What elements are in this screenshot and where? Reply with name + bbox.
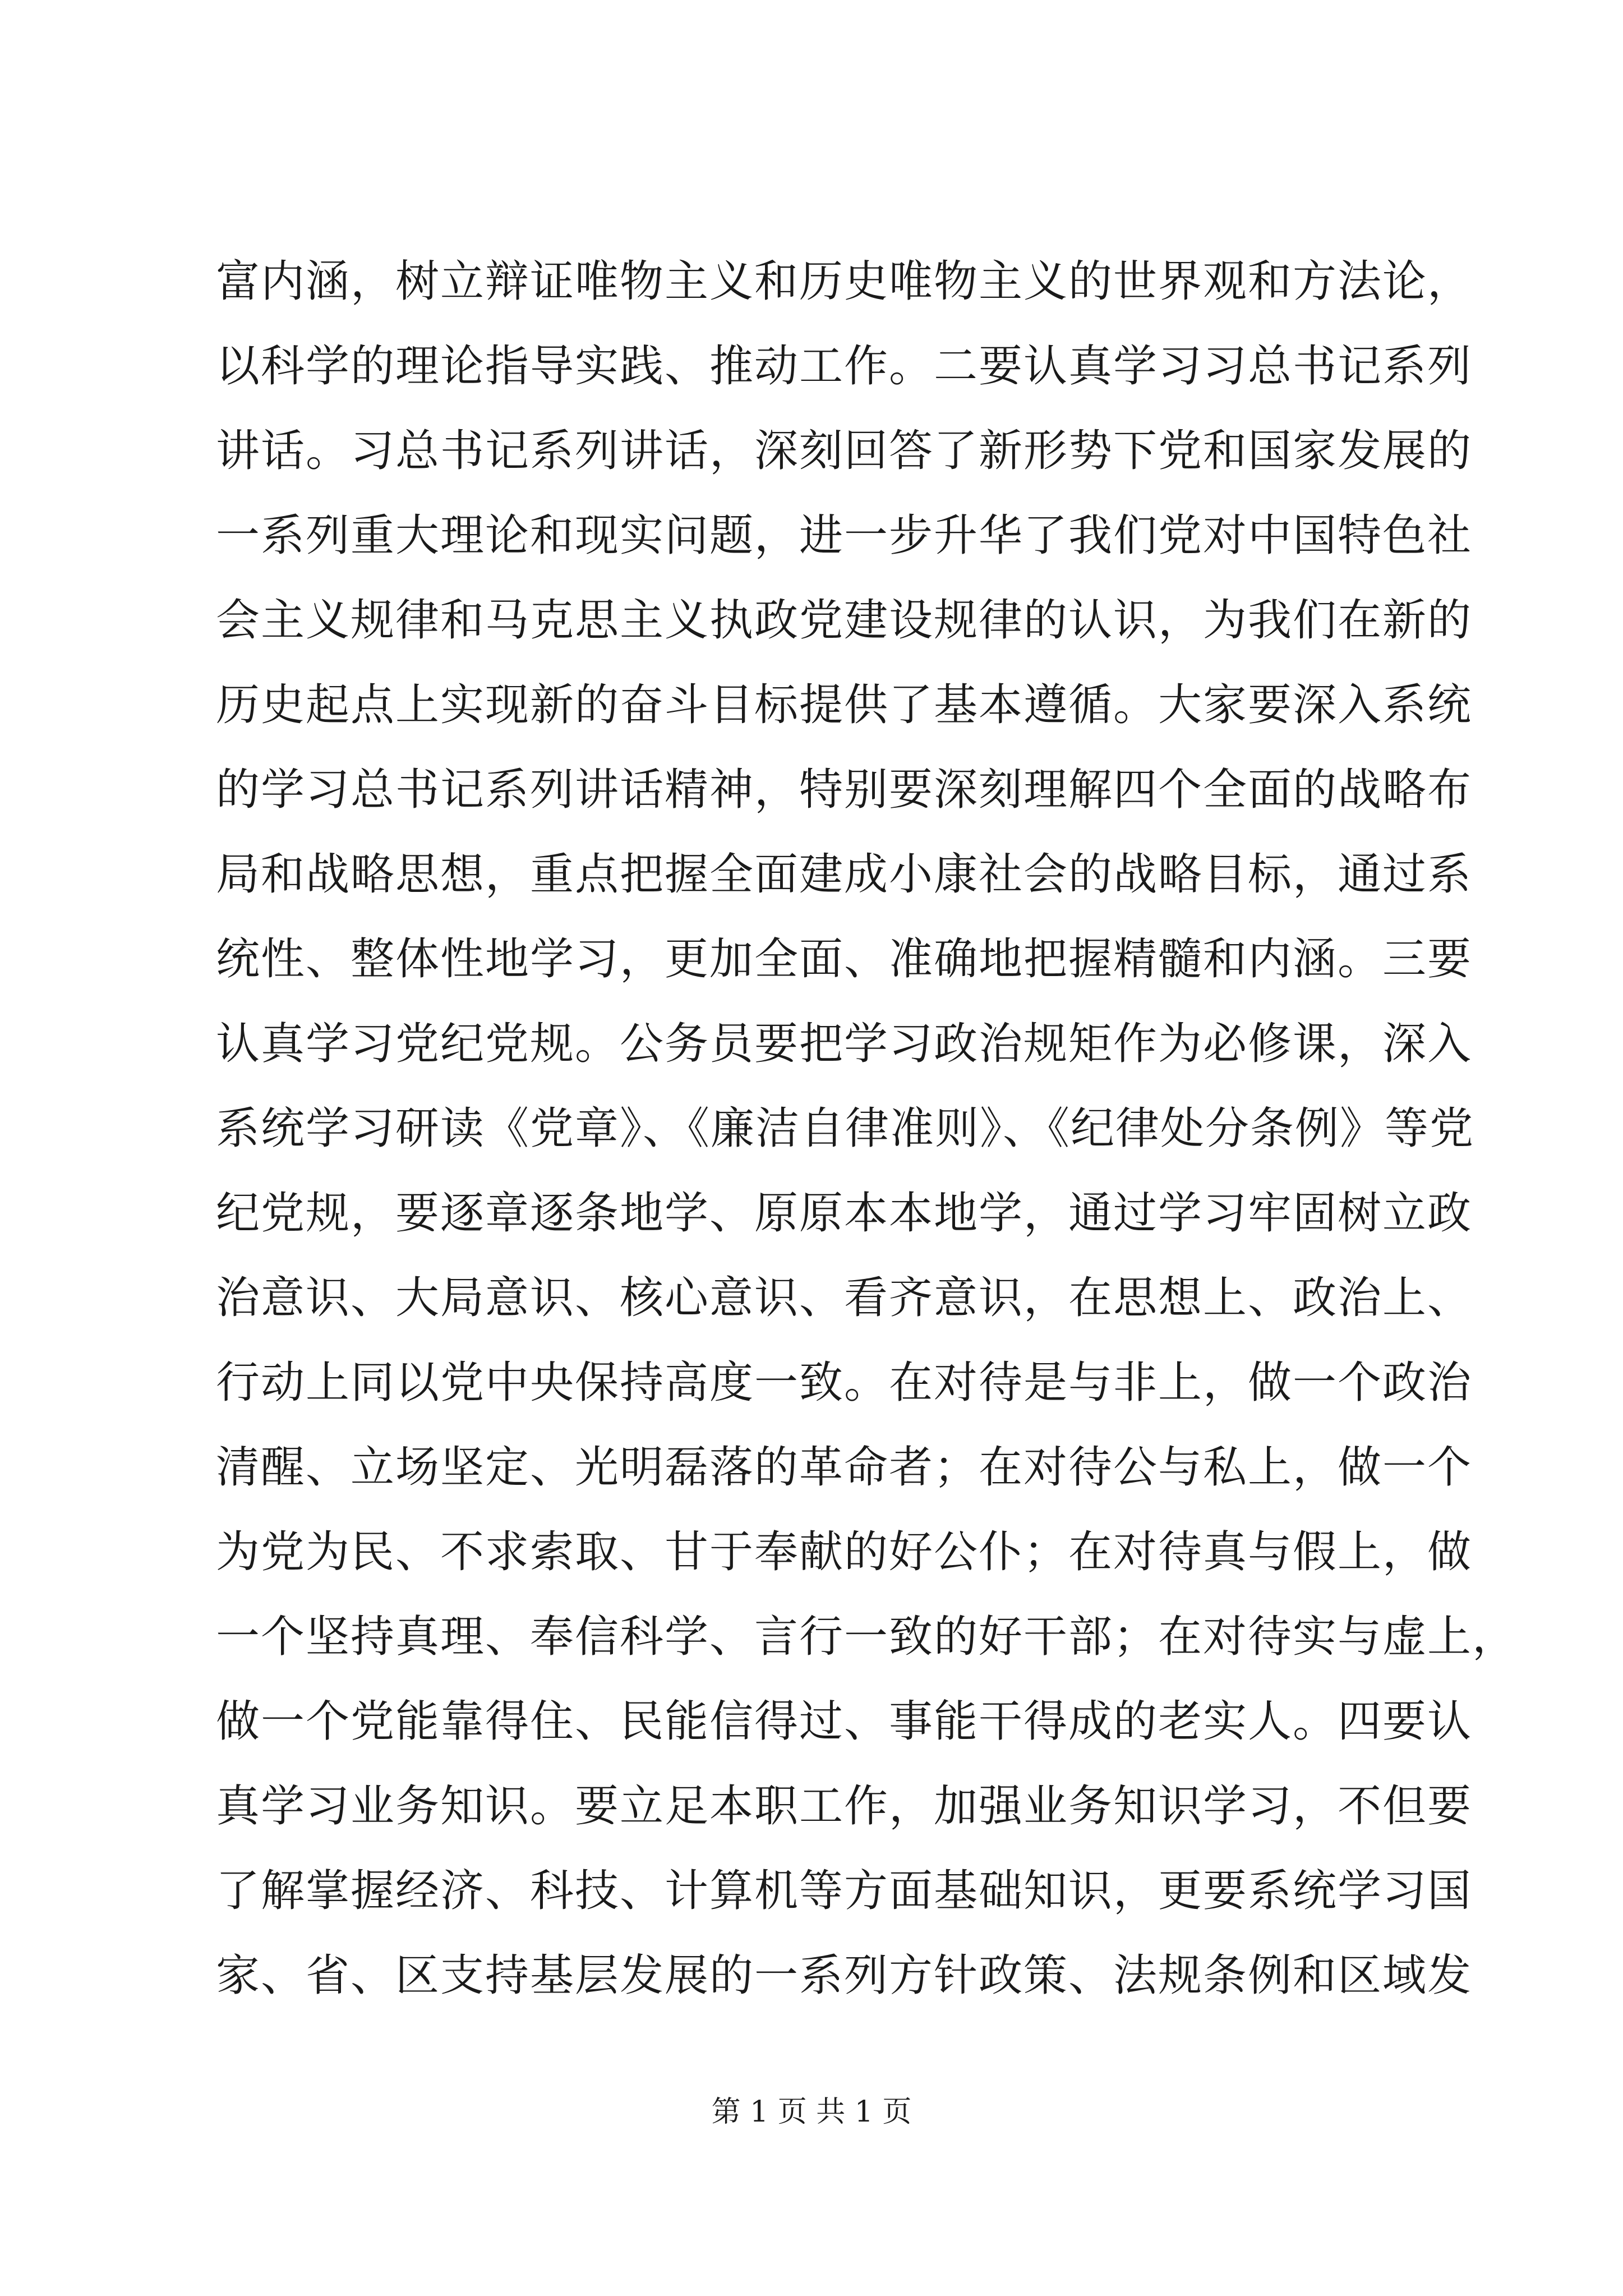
- text-line: 做一个党能靠得住、民能信得过、事能干得成的老实人。四要认: [216, 1696, 1473, 1747]
- text-line: 一个坚持真理、奉信科学、言行一致的好干部；在对待实与虚上，: [216, 1612, 1518, 1662]
- text-line: 治意识、大局意识、核心意识、看齐意识，在思想上、政治上、: [216, 1273, 1473, 1323]
- text-line: 讲话。习总书记系列讲话，深刻回答了新形势下党和国家发展的: [216, 426, 1473, 476]
- text-line: 清醒、立场坚定、光明磊落的革命者；在对待公与私上，做一个: [216, 1442, 1473, 1493]
- text-line: 统性、整体性地学习，更加全面、准确地把握精髓和内涵。三要: [216, 934, 1473, 984]
- text-line: 的学习总书记系列讲话精神，特别要深刻理解四个全面的战略布: [216, 765, 1473, 815]
- text-line: 了解掌握经济、科技、计算机等方面基础知识，更要系统学习国: [216, 1866, 1473, 1916]
- text-line: 真学习业务知识。要立足本职工作，加强业务知识学习，不但要: [216, 1781, 1473, 1832]
- text-line: 一系列重大理论和现实问题，进一步升华了我们党对中国特色社: [216, 510, 1473, 561]
- page-number-footer: 第 1 页 共 1 页: [711, 2095, 912, 2129]
- text-line: 家、省、区支持基层发展的一系列方针政策、法规条例和区域发: [216, 1950, 1473, 2001]
- text-line: 以科学的理论指导实践、推动工作。二要认真学习习总书记系列: [216, 341, 1473, 392]
- text-line: 会主义规律和马克思主义执政党建设规律的认识，为我们在新的: [216, 595, 1473, 646]
- text-line: 纪党规，要逐章逐条地学、原原本本地学，通过学习牢固树立政: [216, 1188, 1473, 1239]
- text-line: 历史起点上实现新的奋斗目标提供了基本遵循。大家要深入系统: [216, 680, 1473, 730]
- text-line: 系统学习研读《党章》、《廉洁自律准则》、《纪律处分条例》等党: [216, 1103, 1475, 1154]
- text-line: 富内涵，树立辩证唯物主义和历史唯物主义的世界观和方法论，: [216, 256, 1473, 307]
- body-text: [216, 240, 1518, 2018]
- text-line: 为党为民、不求索取、甘于奉献的好公仆；在对待真与假上，做: [216, 1527, 1473, 1577]
- text-line: 认真学习党纪党规。公务员要把学习政治规矩作为必修课，深入: [216, 1019, 1473, 1069]
- text-line: 局和战略思想，重点把握全面建成小康社会的战略目标，通过系: [216, 849, 1473, 900]
- text-line: 行动上同以党中央保持高度一致。在对待是与非上，做一个政治: [216, 1358, 1473, 1408]
